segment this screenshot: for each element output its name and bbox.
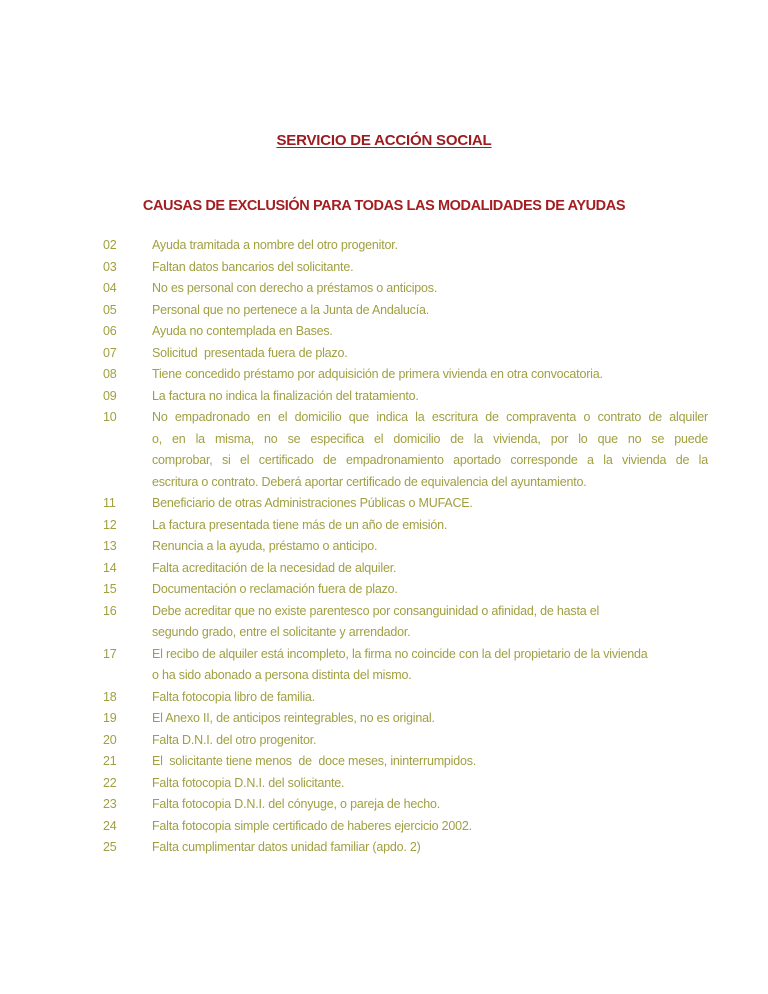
item-number: 17 [103,646,117,661]
list-item [103,816,708,838]
item-text-line: No empadronado en el domicilio que indica la escritura de compraventa o contrato de alquiler [152,410,708,424]
item-text [152,386,708,408]
list-item [103,515,708,537]
item-text [152,644,708,687]
list-item [103,493,708,515]
item-text [152,536,708,558]
page-title-text: SERVICIO DE ACCIÓN SOCIAL [276,132,492,149]
item-number: 12 [103,517,117,532]
item-text-line: Falta acreditación de la necesidad de alquiler. [152,560,397,575]
item-text-line: El Anexo II, de anticipos reintegrables, no es original. [152,711,435,725]
item-text-line: Ayuda no contemplada en Bases. [152,324,333,338]
list-item [103,579,708,601]
page-title [0,0,768,149]
item-number: 25 [103,840,117,854]
list-item [103,343,708,365]
item-text-line: Tiene concedido préstamo por adquisición de primera vivienda en otra convocatoria. [152,367,603,381]
list-item [103,235,708,257]
item-text [152,816,708,838]
item-text [152,493,708,515]
item-number: 03 [103,259,117,274]
list-item [103,601,708,644]
item-text-line: Falta D.N.I. del otro progenitor. [152,732,317,747]
item-text [152,751,708,773]
item-text-line: La factura presentada tiene más de un año de emisión. [152,517,448,532]
item-text-line: Falta fotocopia libro de familia. [152,689,315,704]
item-text [152,794,708,816]
item-text-line: Faltan datos bancarios del solicitante. [152,259,354,274]
list-item [103,321,708,343]
list-item [103,751,708,773]
item-text-line: segundo grado, entre el solicitante y arrendador. [152,625,411,639]
item-text-line: La factura no indica la finalización del tratamiento. [152,388,419,403]
list-item [103,837,708,859]
list-item [103,644,708,687]
item-text-line: Falta fotocopia simple certificado de haberes ejercicio 2002. [152,818,472,833]
item-text-line: Solicitud presentada fuera de plazo. [152,345,348,360]
item-number: 09 [103,388,117,403]
item-number: 13 [103,539,117,553]
item-text-line: El recibo de alquiler está incompleto, la firma no coincide con la del propietario de la vivienda [152,646,648,661]
item-text-line: o ha sido abonado a persona distinta del mismo. [152,668,412,682]
item-text [152,257,708,279]
item-text [152,321,708,343]
item-text-line: escritura o contrato. Deberá aportar certificado de equivalencia del ayuntamiento. [152,474,587,489]
item-text-line: comprobar, si el certificado de empadronamiento aportado corresponde a la vivienda de la [152,453,708,467]
item-number: 02 [103,238,117,252]
list-item [103,794,708,816]
list-item [103,407,708,493]
item-number: 10 [103,410,117,424]
item-number: 05 [103,302,117,317]
item-text-line: No es personal con derecho a préstamos o anticipos. [152,281,438,295]
item-text [152,558,708,580]
item-text [152,730,708,752]
item-number: 24 [103,818,117,833]
page-subtitle: CAUSAS DE EXCLUSIÓN PARA TODAS LAS MODALIDADES DE AYUDAS [142,198,626,214]
item-number: 20 [103,732,117,747]
item-number: 04 [103,281,117,295]
item-number: 18 [103,689,117,704]
item-text-line: El solicitante tiene menos de doce meses, ininterrumpidos. [152,754,477,768]
item-text [152,773,708,795]
list-item [103,730,708,752]
item-text [152,300,708,322]
item-number: 19 [103,711,117,725]
list-item [103,708,708,730]
item-text-line: Falta fotocopia D.N.I. del solicitante. [152,775,345,790]
item-text [152,278,708,300]
list-item [103,386,708,408]
list-item [103,278,708,300]
exclusion-list [0,235,768,859]
item-number: 16 [103,603,117,618]
item-number: 22 [103,775,117,790]
item-number: 15 [103,582,117,596]
list-item [103,364,708,386]
item-text [152,343,708,365]
item-text-line: Documentación o reclamación fuera de plazo. [152,582,398,596]
item-text-line: Falta cumplimentar datos unidad familiar (apdo. 2) [152,840,421,854]
item-text-line: Debe acreditar que no existe parentesco por consanguinidad o afinidad, de hasta el [152,603,600,618]
item-text-line: Renuncia a la ayuda, préstamo o anticipo. [152,539,378,553]
item-text [152,837,708,859]
item-text-line: Ayuda tramitada a nombre del otro progenitor. [152,238,398,252]
item-number: 11 [103,496,116,510]
item-number: 08 [103,367,117,381]
list-item [103,558,708,580]
item-text [152,708,708,730]
item-text [152,235,708,257]
item-number: 06 [103,324,117,338]
list-item [103,257,708,279]
item-text [152,579,708,601]
item-text [152,364,708,386]
item-text [152,407,708,493]
item-text-line: Beneficiario de otras Administraciones Públicas o MUFACE. [152,496,473,510]
list-item [103,536,708,558]
list-item [103,687,708,709]
item-text-line: Falta fotocopia D.N.I. del cónyuge, o pareja de hecho. [152,797,440,811]
item-text-line: Personal que no pertenece a la Junta de Andalucía. [152,302,430,317]
item-text [152,515,708,537]
list-item [103,300,708,322]
item-text [152,601,708,644]
item-number: 14 [103,560,117,575]
item-number: 07 [103,345,117,360]
list-item [103,773,708,795]
item-text-line: o, en la misma, no se especifica el domicilio de la vivienda, por lo que no se puede [152,431,708,446]
item-text [152,687,708,709]
item-number: 23 [103,797,117,811]
item-number: 21 [103,754,117,768]
